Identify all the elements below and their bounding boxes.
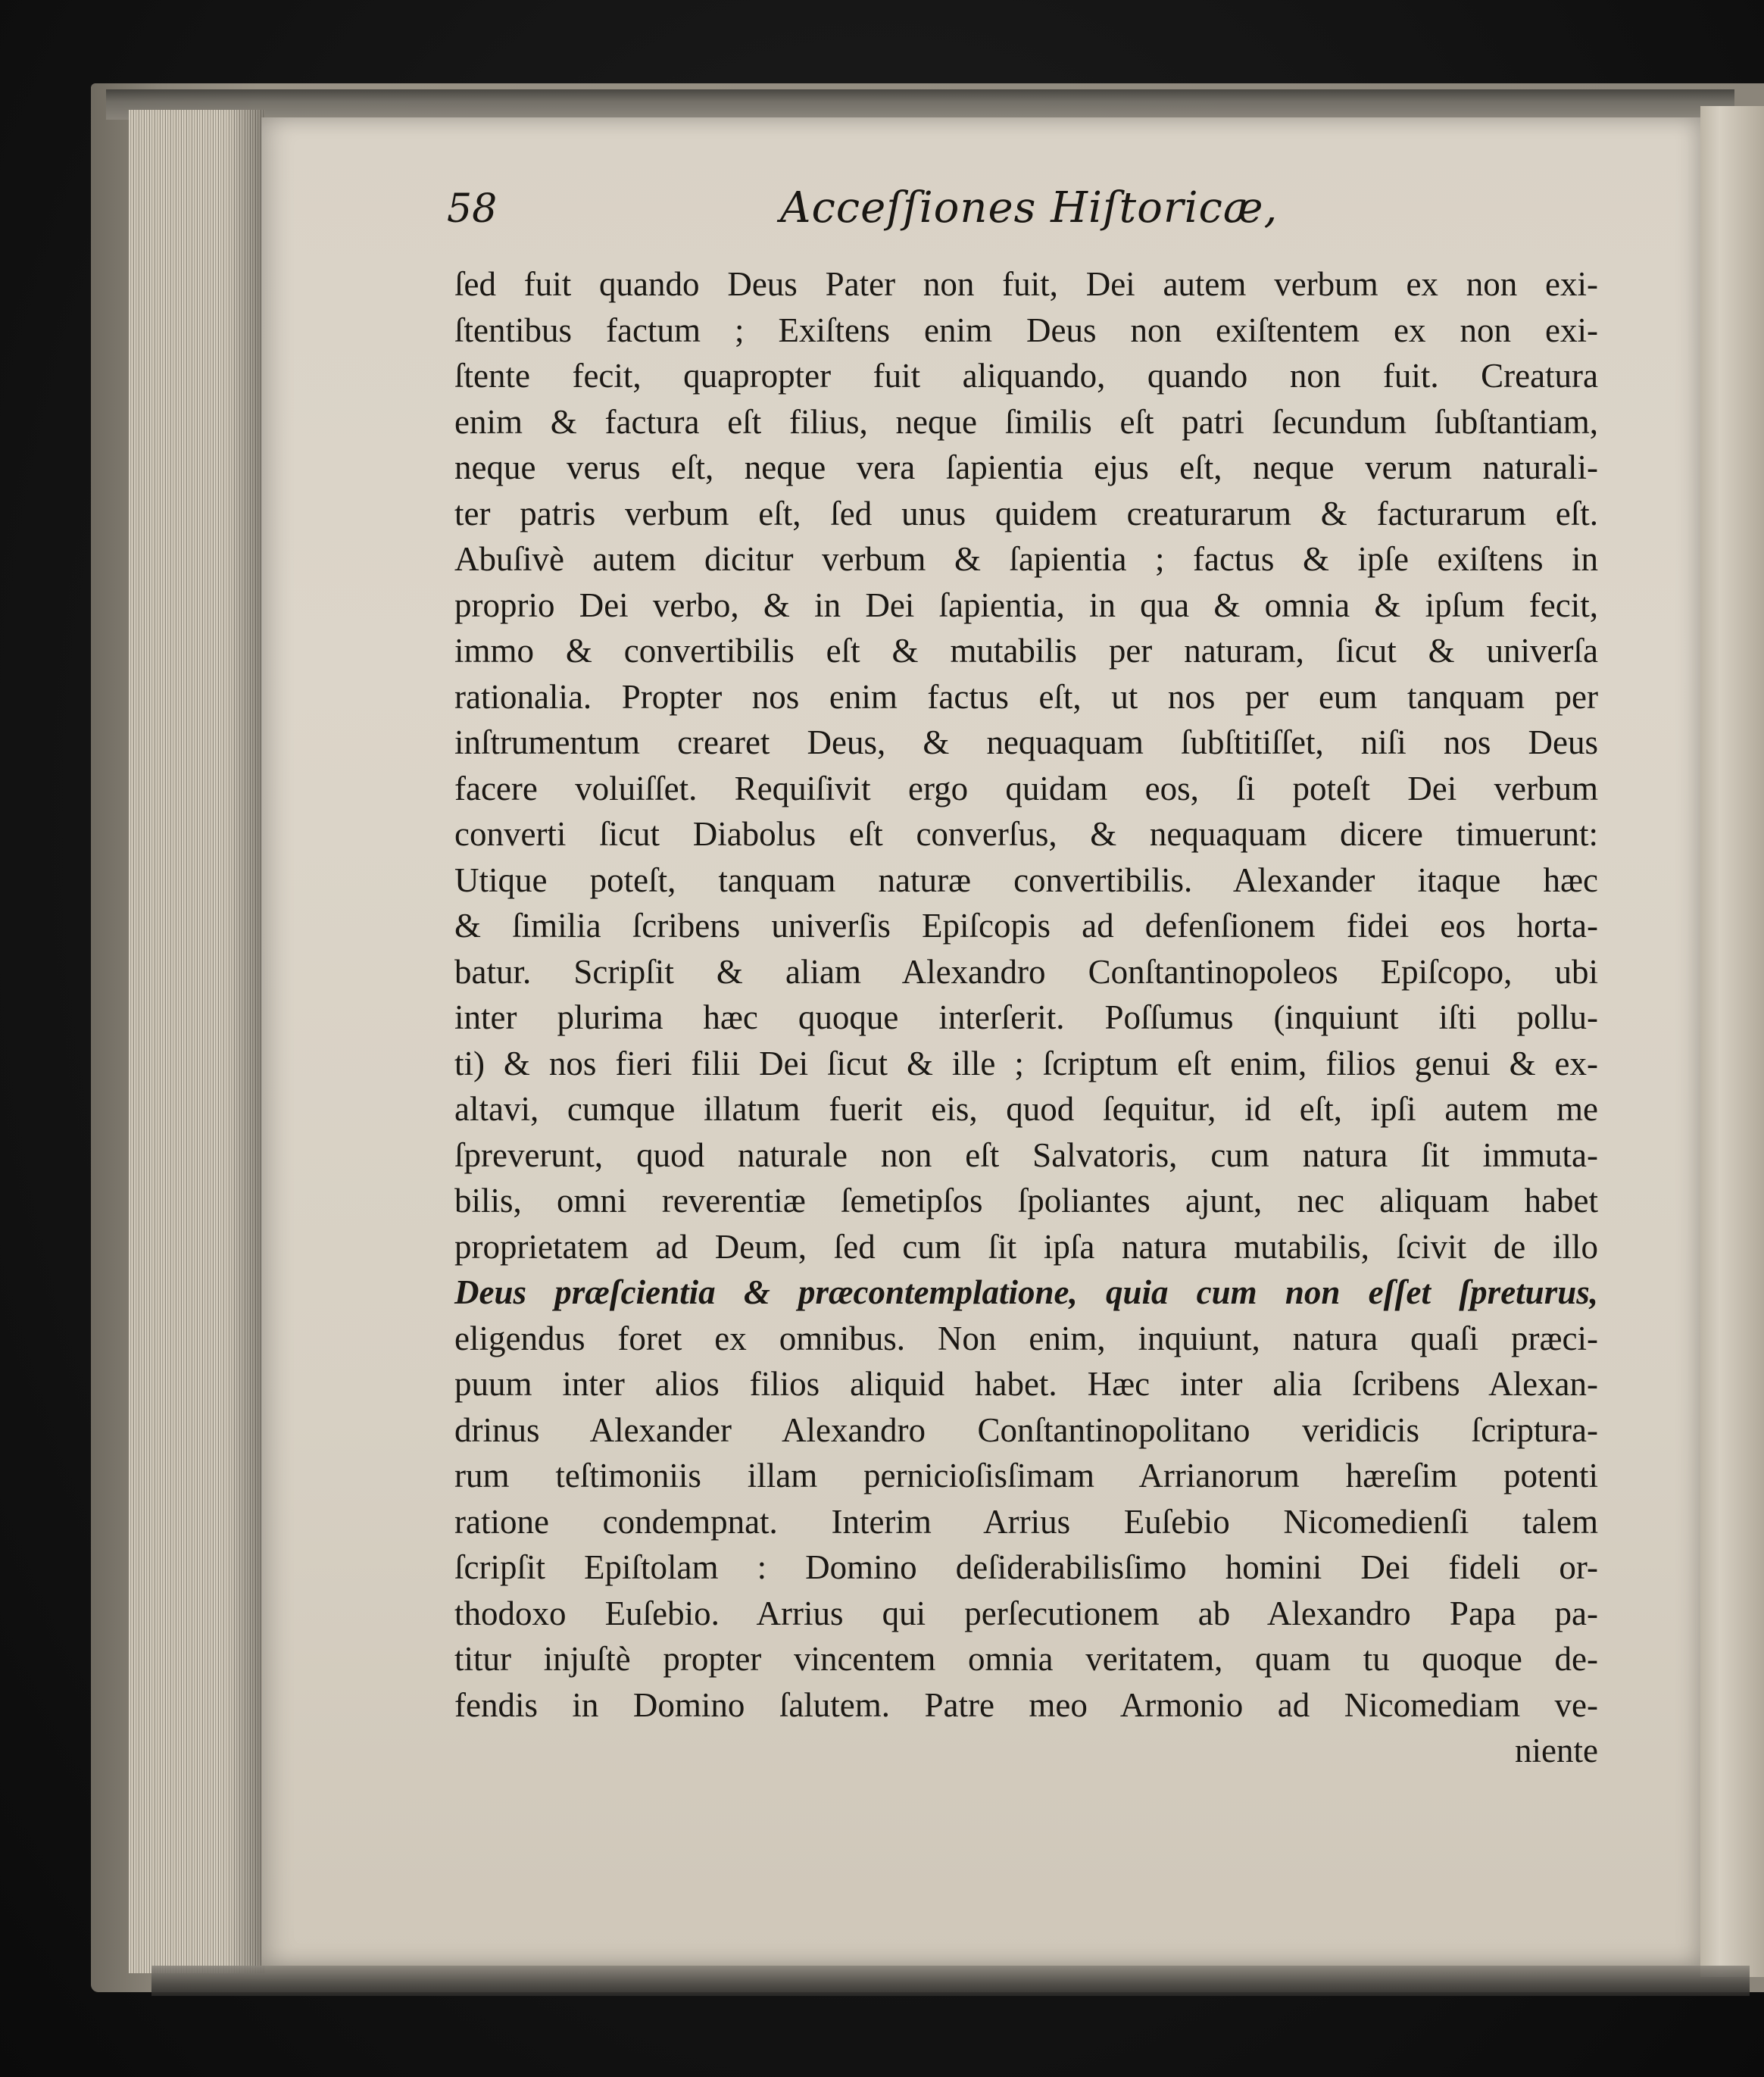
text-line: neque verus eſt, neque vera ſapientia ejus eſt, neque verum naturali- bbox=[454, 448, 1598, 486]
text-line: titur injuſtè propter vincentem omnia veritatem, quam tu quoque de- bbox=[454, 1640, 1598, 1678]
text-line: ſcripſit Epiſtolam : Domino deſiderabilisſimo homini Dei fideli or- bbox=[454, 1548, 1598, 1586]
text-line: Abuſivè autem dicitur verbum & ſapientia ; factus & ipſe exiſtens in bbox=[454, 540, 1598, 578]
book-bottom-edge bbox=[151, 1966, 1750, 1996]
text-line: immo & convertibilis eſt & mutabilis per naturam, ſicut & univerſa bbox=[454, 632, 1598, 670]
text-line: Utique poteſt, tanquam naturæ convertibilis. Alexander itaque hæc bbox=[454, 860, 1598, 899]
gutter-shadow bbox=[227, 110, 265, 1973]
text-line: eligendus foret ex omnibus. Non enim, inquiunt, natura quaſi præci- bbox=[454, 1319, 1598, 1357]
text-line: drinus Alexander Alexandro Conſtantinopolitano veridicis ſcriptura- bbox=[454, 1410, 1598, 1449]
text-line: facere voluiſſet. Requiſivit ergo quidam eos, ſi poteſt Dei verbum bbox=[454, 769, 1598, 807]
page-header bbox=[447, 182, 1613, 242]
book-top-edge bbox=[106, 89, 1734, 120]
text-line: proprio Dei verbo, & in Dei ſapientia, in qua & omnia & ipſum fecit, bbox=[454, 586, 1598, 624]
text-line: altavi, cumque illatum fuerit eis, quod ſequitur, id eſt, ipſi autem me bbox=[454, 1090, 1598, 1128]
text-line: bilis, omni reverentiæ ſemetipſos ſpoliantes ajunt, nec aliquam habet bbox=[454, 1182, 1598, 1220]
text-line: ſpreverunt, quod naturale non eſt Salvatoris, cum natura ſit immuta- bbox=[454, 1135, 1598, 1174]
facing-page-edge bbox=[1700, 106, 1764, 1977]
text-line: ratione condempnat. Interim Arrius Euſebio Nicomedienſi talem bbox=[454, 1502, 1598, 1541]
text-line: converti ſicut Diabolus eſt converſus, & nequaquam dicere timuerunt: bbox=[454, 815, 1598, 853]
running-head: Acceſſiones Hiſtoricæ, bbox=[780, 183, 1279, 233]
text-line: inſtrumentum crearet Deus, & nequaquam ſubſtitiſſet, niſi nos Deus bbox=[454, 723, 1598, 761]
text-line: ſtentibus factum ; Exiſtens enim Deus non exiſtentem ex non exi- bbox=[454, 311, 1598, 349]
text-line: ſed fuit quando Deus Pater non fuit, Dei autem verbum ex non exi- bbox=[454, 265, 1598, 303]
text-line: inter plurima hæc quoque interſerit. Poſſumus (inquiunt iſti pollu- bbox=[454, 998, 1598, 1036]
text-line: ſtente fecit, quapropter fuit aliquando, quando non fuit. Creatura bbox=[454, 357, 1598, 395]
body-text bbox=[454, 261, 1598, 1774]
catchword: niente bbox=[1515, 1732, 1598, 1769]
text-line: proprietatem ad Deum, ſed cum ſit ipſa natura mutabilis, ſcivit de illo bbox=[454, 1227, 1598, 1266]
text-line: puum inter alios filios aliquid habet. Hæc inter alia ſcribens Alexan- bbox=[454, 1365, 1598, 1403]
text-line-italic: Deus præſcientia & præcontemplatione, quia cum non eſſet ſpreturus, bbox=[454, 1273, 1598, 1311]
text-line: & ſimilia ſcribens univerſis Epiſcopis ad defenſionem fidei eos horta- bbox=[454, 907, 1598, 945]
text-line: fendis in Domino ſalutem. Patre meo Armonio ad Nicomediam ve- bbox=[454, 1685, 1598, 1724]
text-line: enim & factura eſt filius, neque ſimilis eſt patri ſecundum ſubſtantiam, bbox=[454, 402, 1598, 441]
text-line: ti) & nos fieri filii Dei ſicut & ille ; ſcriptum eſt enim, filios genui & ex- bbox=[454, 1044, 1598, 1082]
text-line: rationalia. Propter nos enim factus eſt, ut nos per eum tanquam per bbox=[454, 677, 1598, 716]
text-line: batur. Scripſit & aliam Alexandro Conſtantinopoleos Epiſcopo, ubi bbox=[454, 952, 1598, 991]
page-number: 58 bbox=[447, 186, 498, 232]
text-line: ter patris verbum eſt, ſed unus quidem creaturarum & facturarum eſt. bbox=[454, 494, 1598, 533]
text-line: rum teſtimoniis illam pernicioſisſimam Arrianorum hæreſim potenti bbox=[454, 1457, 1598, 1495]
text-line: thodoxo Euſebio. Arrius qui perſecutionem ab Alexandro Papa pa- bbox=[454, 1594, 1598, 1632]
